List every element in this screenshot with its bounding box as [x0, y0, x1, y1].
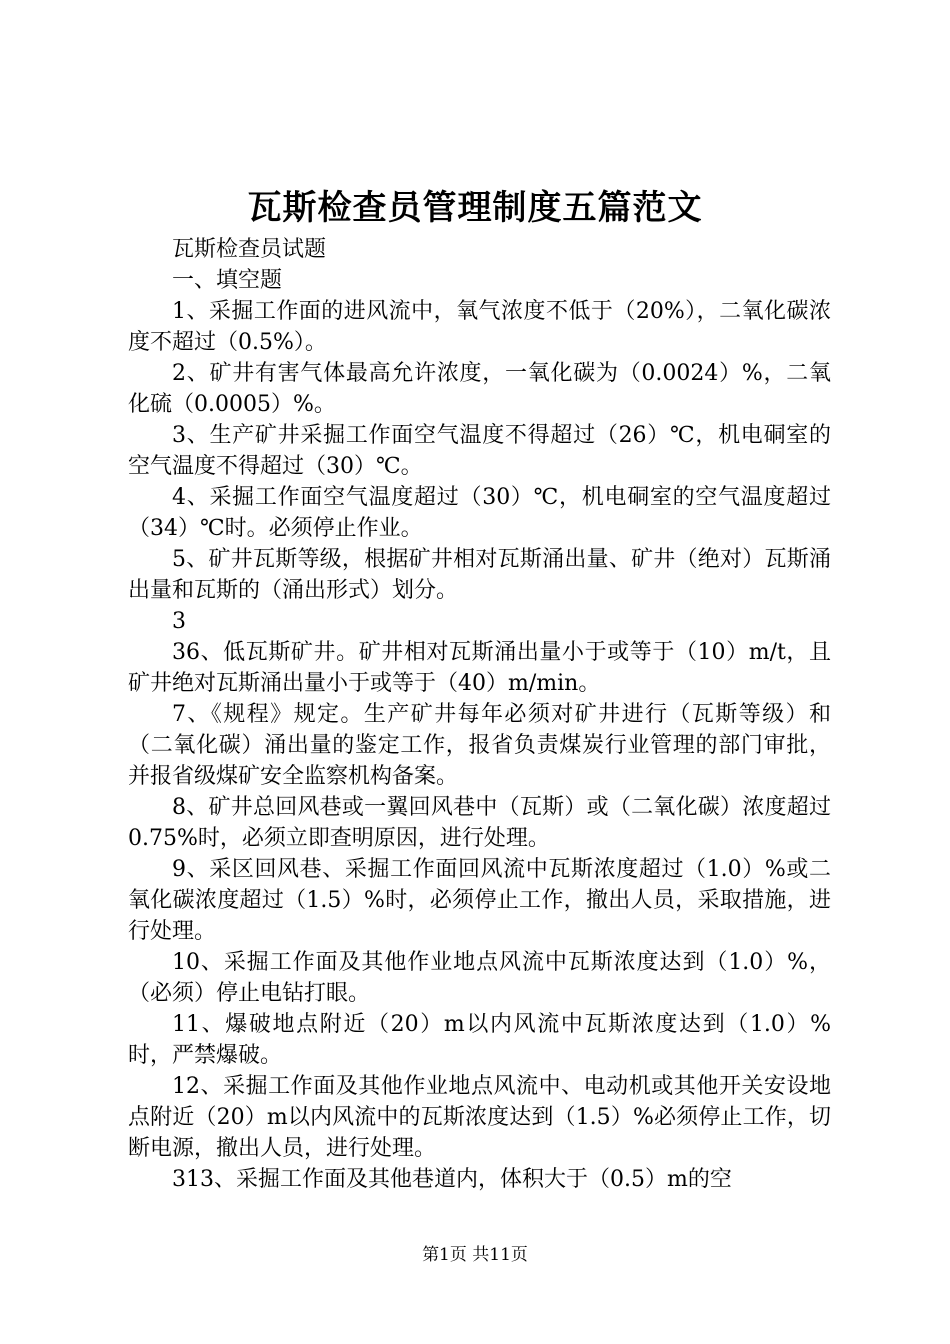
paragraph: 3: [172, 609, 186, 634]
paragraph: 12、采掘工作面及其他作业地点风流中、电动机或其他开关安设地点附近（20）m以内风流中的瓦斯浓度达到（1.5）%必须停止工作，切断电源，撤出人员，进行处理。: [128, 1074, 831, 1161]
paragraph: 10、采掘工作面及其他作业地点风流中瓦斯浓度达到（1.0）%，（必须）停止电钻打眼。: [128, 950, 831, 1006]
paragraph: 2、矿井有害气体最高允许浓度，一氧化碳为（0.0024）%，二氧化硫（0.0005）%。: [128, 361, 831, 417]
document-title: 瓦斯检查员管理制度五篇范文: [247, 188, 703, 228]
paragraph: 3、生产矿井采掘工作面空气温度不得超过（26）℃，机电硐室的空气温度不得超过（30）℃。: [128, 423, 831, 479]
paragraph: 9、采区回风巷、采掘工作面回风流中瓦斯浓度超过（1.0）%或二氧化碳浓度超过（1.5）%时，必须停止工作，撤出人员，采取措施，进行处理。: [128, 857, 832, 944]
paragraph: 5、矿井瓦斯等级，根据矿井相对瓦斯涌出量、矿井（绝对）瓦斯涌出量和瓦斯的（涌出形式）划分。: [128, 547, 831, 603]
paragraph: 36、低瓦斯矿井。矿井相对瓦斯涌出量小于或等于（10）m/t，且矿井绝对瓦斯涌出量小于或等于（40）m/min。: [128, 640, 831, 696]
paragraph: 11、爆破地点附近（20）m以内风流中瓦斯浓度达到（1.0）%时，严禁爆破。: [128, 1012, 831, 1068]
paragraph: 1、采掘工作面的进风流中，氧气浓度不低于（20%），二氧化碳浓度不超过（0.5%）。: [128, 299, 831, 355]
page-footer: 第1页 共11页: [422, 1245, 528, 1265]
paragraph: 313、采掘工作面及其他巷道内，体积大于（0.5）m的空: [172, 1167, 732, 1192]
paragraph: 瓦斯检查员试题: [172, 237, 327, 262]
paragraph: 4、采掘工作面空气温度超过（30）℃，机电硐室的空气温度超过（34）℃时。必须停止作业。: [128, 485, 831, 541]
document-body: [128, 234, 831, 1195]
paragraph: 7、《规程》规定。生产矿井每年必须对矿井进行（瓦斯等级）和（二氧化碳）涌出量的鉴定工作，报省负责煤炭行业管理的部门审批，并报省级煤矿安全监察机构备案。: [128, 702, 831, 789]
paragraph: 8、矿井总回风巷或一翼回风巷中（瓦斯）或（二氧化碳）浓度超过0.75%时，必须立即查明原因，进行处理。: [128, 795, 831, 851]
paragraph: 一、填空题: [172, 268, 283, 293]
